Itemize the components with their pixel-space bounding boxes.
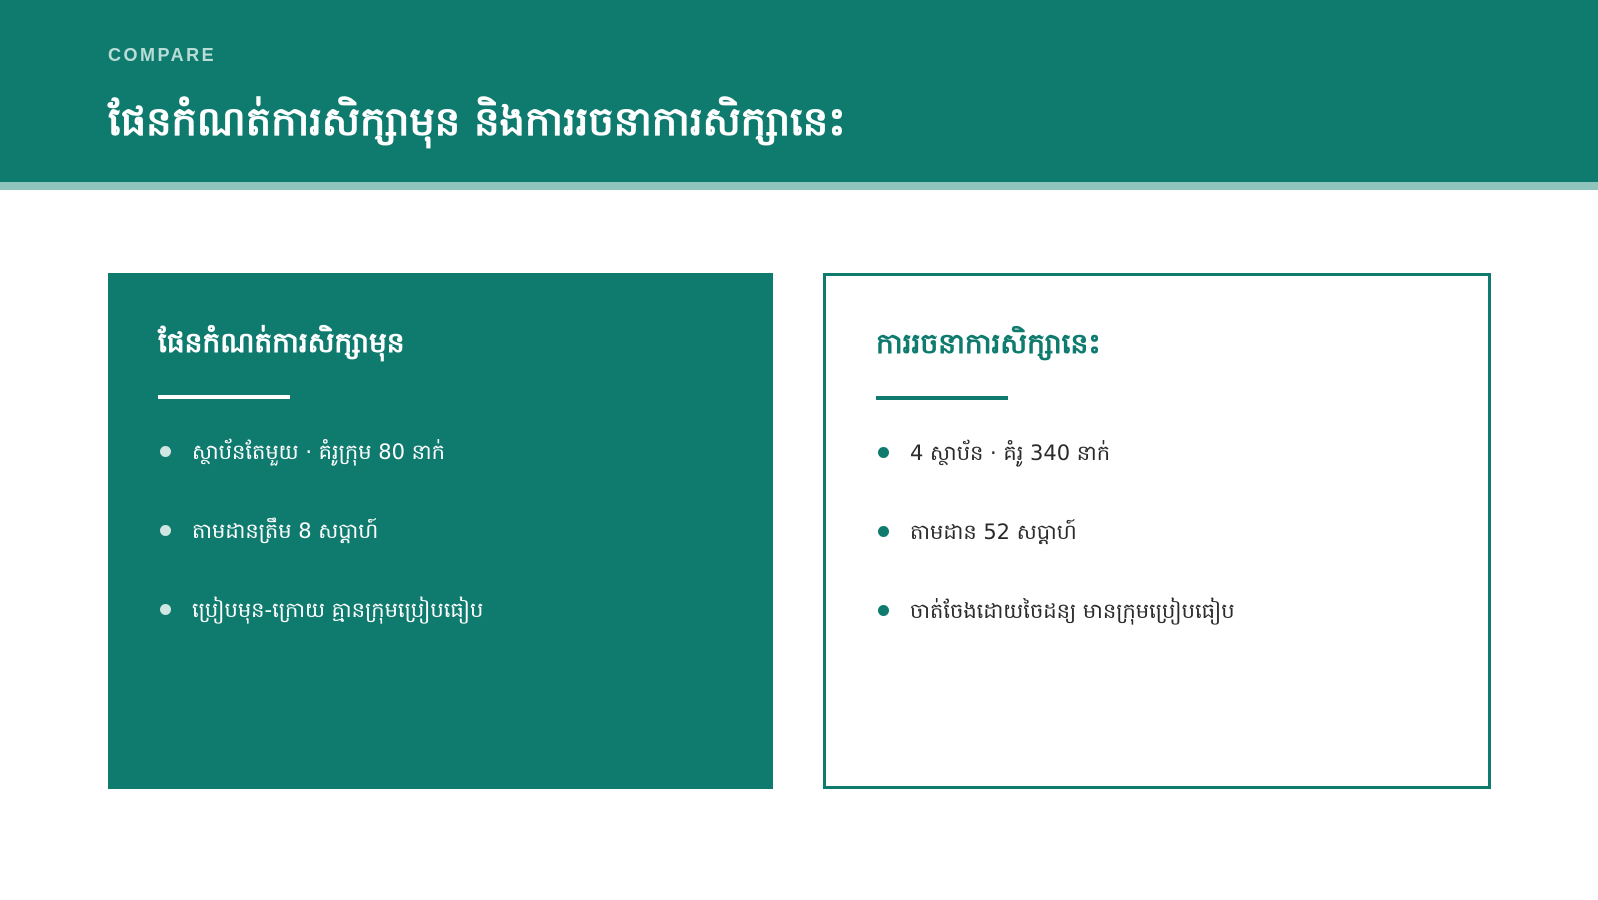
bullet-dot-icon <box>160 604 171 615</box>
list-item <box>158 593 483 672</box>
list-item <box>876 515 1235 594</box>
list-item-text: ចាត់ចែងដោយចៃដន្យ មានក្រុមប្រៀបធៀប <box>910 599 1235 623</box>
list-item-text: ប្រៀបមុន-ក្រោយ គ្មានក្រុមប្រៀបធៀប <box>192 598 484 622</box>
list-item-text: តាមដានត្រឹម 8 សប្តាហ៍ <box>192 519 379 543</box>
current-study-card <box>823 273 1491 789</box>
bullet-dot-icon <box>878 526 889 537</box>
header-divider <box>0 182 1598 190</box>
slide-title: ផែនកំណត់ការសិក្សាមុន និងការរចនាការសិក្សានេះ <box>108 99 846 145</box>
previous-study-title-underline <box>158 395 290 399</box>
current-study-title: ការរចនាការសិក្សានេះ <box>876 327 1101 360</box>
section-kicker: COMPARE <box>108 45 217 65</box>
list-item-text: ស្ថាប័នតែមួយ · គំរូក្រុម 80 នាក់ <box>192 440 445 464</box>
current-study-list <box>876 436 1235 673</box>
list-item <box>158 514 483 593</box>
slide-header <box>0 0 1598 182</box>
list-item <box>158 435 483 514</box>
current-study-title-underline <box>876 396 1008 400</box>
previous-study-list <box>158 435 483 672</box>
bullet-dot-icon <box>878 605 889 616</box>
bullet-dot-icon <box>160 446 171 457</box>
previous-study-title: ផែនកំណត់ការសិក្សាមុន <box>158 326 405 359</box>
list-item-text: តាមដាន 52 សប្តាហ៍ <box>910 520 1077 544</box>
list-item-text: 4 ស្ថាប័ន · គំរូ 340 នាក់ <box>910 441 1111 465</box>
bullet-dot-icon <box>878 447 889 458</box>
list-item <box>876 436 1235 515</box>
bullet-dot-icon <box>160 525 171 536</box>
previous-study-card <box>108 273 773 789</box>
list-item <box>876 594 1235 673</box>
